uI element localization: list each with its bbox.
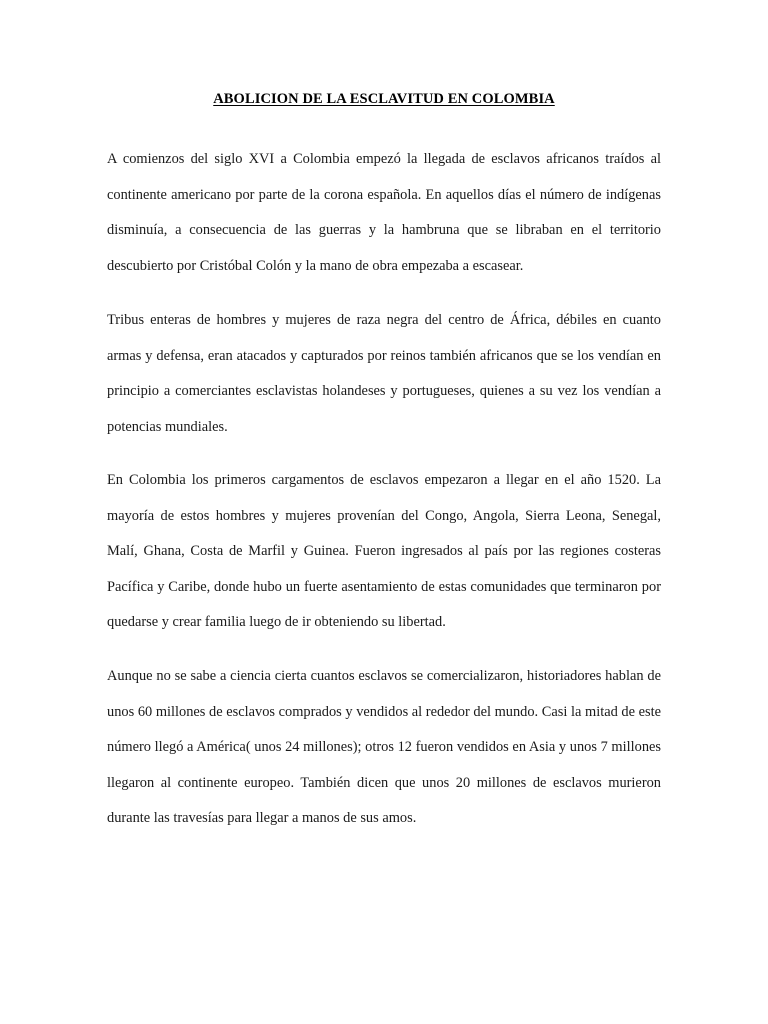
- paragraph-2: Tribus enteras de hombres y mujeres de raza negra del centro de África, débiles en cuanto armas y defensa, eran atacados y capturados por reinos también africanos que se los vendían en principio a comerciantes esclavistas holandeses y portugueses, quienes a su vez los vendían a potencias mundiales.: [107, 312, 661, 435]
- paragraph-3: En Colombia los primeros cargamentos de esclavos empezaron a llegar en el año 1520. La mayoría de estos hombres y mujeres provenían del Congo, Angola, Sierra Leona, Senegal, Malí, Ghana, Costa de Marfil y Guinea. Fueron ingresados al país por las regiones costeras Pacífica y Caribe, donde hubo un fuerte asentamiento de estas comunidades que terminaron por quedarse y crear familia luego de ir obteniendo su libertad.: [107, 472, 661, 631]
- document-title: ABOLICION DE LA ESCLAVITUD EN COLOMBIA: [213, 91, 555, 107]
- paragraph-1: A comienzos del siglo XVI a Colombia empezó la llegada de esclavos africanos traídos al continente americano por parte de la corona española. En aquellos días el número de indígenas disminuía, a consecuencia de las guerras y la hambruna que se libraban en el territorio descubierto por Cristóbal Colón y la mano de obra empezaba a escasear.: [107, 151, 661, 274]
- paragraph-4: Aunque no se sabe a ciencia cierta cuantos esclavos se comercializaron, historiadores hablan de unos 60 millones de esclavos comprados y vendidos al rededor del mundo. Casi la mitad de este número llegó a América( unos 24 millones); otros 12 fueron vendidos en Asia y unos 7 millones llegaron al continente europeo. También dicen que unos 20 millones de esclavos murieron durante las travesías para llegar a manos de sus amos.: [107, 668, 661, 827]
